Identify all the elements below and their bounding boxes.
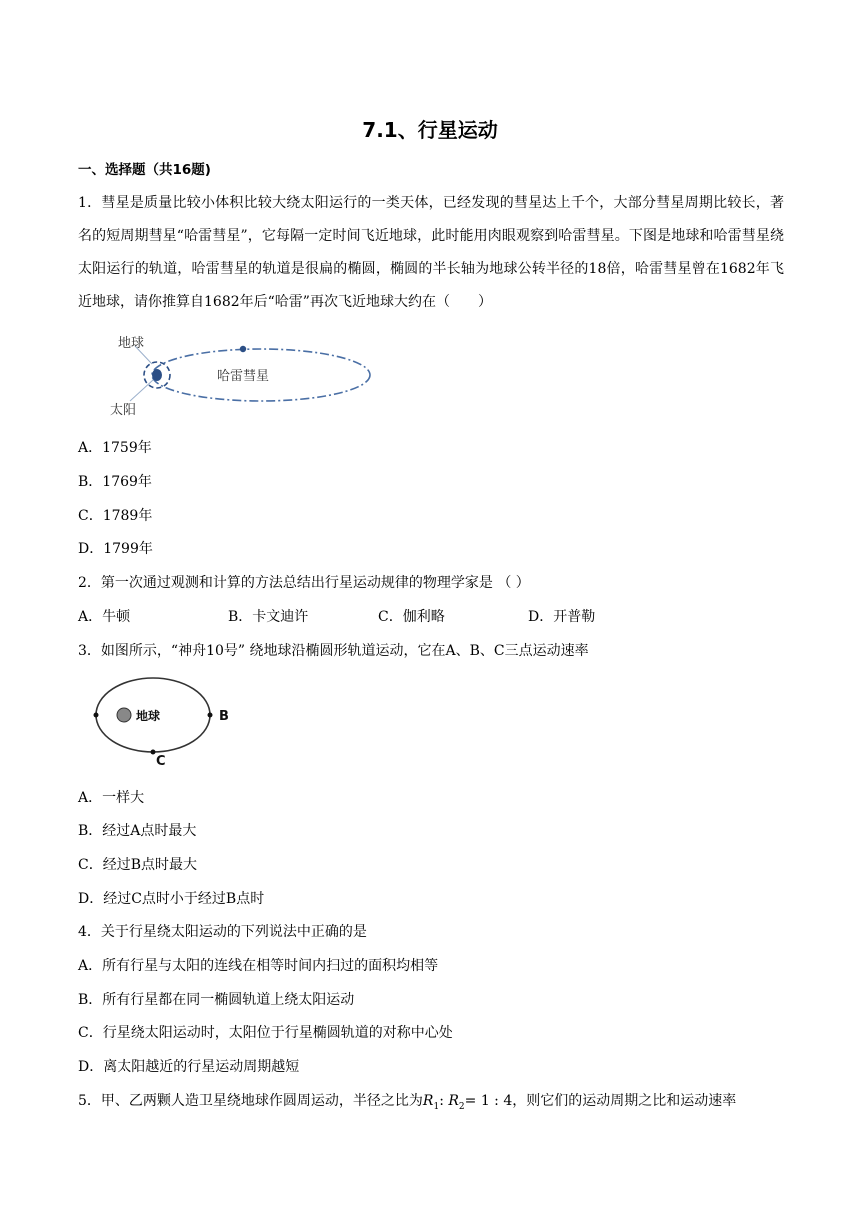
q4-option-c: C．行星绕太阳运动时，太阳位于行星椭圆轨道的对称中心处: [78, 1025, 453, 1041]
question-2-stem: 2．第一次通过观测和计算的方法总结出行星运动规律的物理学家是 （ ）: [78, 575, 530, 591]
q2-option-a: A．牛顿: [78, 609, 131, 625]
earth-label: 地球: [118, 336, 145, 351]
r2-subscript: 2: [458, 1101, 465, 1112]
sun-pointer: [130, 380, 153, 401]
earth-ball: [117, 708, 131, 722]
q2-option-c: C．伽利略: [378, 609, 445, 625]
q3-option-a: A．一样大: [78, 790, 145, 806]
comet-label: 哈雷彗星: [217, 369, 270, 384]
r2-symbol: R: [448, 1093, 459, 1109]
point-c: [151, 750, 156, 755]
sun-dot: [152, 369, 162, 381]
q4-option-a: A．所有行星与太阳的连线在相等时间内扫过的面积均相等: [78, 958, 439, 974]
earth-label: 地球: [136, 709, 161, 723]
r1-symbol: R: [422, 1093, 434, 1109]
ratio-colon: :: [439, 1093, 449, 1109]
r1-subscript: 1: [433, 1101, 440, 1112]
sun-label: 太阳: [110, 403, 137, 418]
q4-option-b: B．所有行星都在同一椭圆轨道上绕太阳运动: [78, 992, 355, 1008]
question-5-stem: [78, 1091, 736, 1117]
point-b-label: B: [219, 709, 229, 724]
question-1-stem: 1．彗星是质量比较小体积比较大绕太阳运行的一类天体，已经发现的彗星达上千个，大部分彗星周期比较长，著名的短周期彗星“哈雷彗星”，它每隔一定时间飞近地球，此时能用肉眼观察到哈雷彗星。下图是地球和哈雷彗星绕太阳运行的轨道，哈雷彗星的轨道是很扁的椭圆，椭圆的半长轴为地球公转半径的18倍，哈雷彗星曾在1682年飞近地球，请你推算自1682年后“哈雷”再次飞近地球大约在（ ）: [78, 195, 784, 310]
section-heading: 一、选择题（共16题): [78, 162, 211, 178]
q5-stem-before: 5．甲、乙两颗人造卫星绕地球作圆周运动，半径之比为: [78, 1093, 423, 1109]
page-title: 7.1、行星运动: [362, 118, 498, 142]
point-b: [208, 713, 213, 718]
ratio-value: = 1 : 4: [464, 1093, 513, 1109]
q5-stem-after: ，则它们的运动周期之比和运动速率: [512, 1093, 737, 1109]
q3-option-c: C．经过B点时最大: [78, 857, 197, 873]
q1-option-a: A．1759年: [78, 440, 152, 456]
q2-option-d: D．开普勒: [528, 609, 596, 625]
q1-option-c: C．1789年: [78, 508, 153, 524]
q1-option-b: B．1769年: [78, 474, 152, 490]
question-3-stem: 3．如图所示，“神舟10号” 绕地球沿椭圆形轨道运动，它在A、B、C三点运动速率: [78, 643, 589, 659]
shenzhou-orbit-figure: [90, 676, 240, 768]
point-c-label: C: [156, 754, 166, 768]
comet-dot: [240, 346, 246, 352]
question-4-stem: 4．关于行星绕太阳运动的下列说法中正确的是: [78, 924, 367, 940]
halley-comet-orbit-figure: [108, 328, 378, 420]
q2-option-b: B．卡文迪许: [228, 609, 309, 625]
q4-option-d: D．离太阳越近的行星运动周期越短: [78, 1059, 300, 1075]
point-a: [94, 713, 99, 718]
q1-option-d: D．1799年: [78, 541, 153, 557]
q3-option-b: B．经过A点时最大: [78, 823, 197, 839]
q3-option-d: D．经过C点时小于经过B点时: [78, 891, 265, 907]
